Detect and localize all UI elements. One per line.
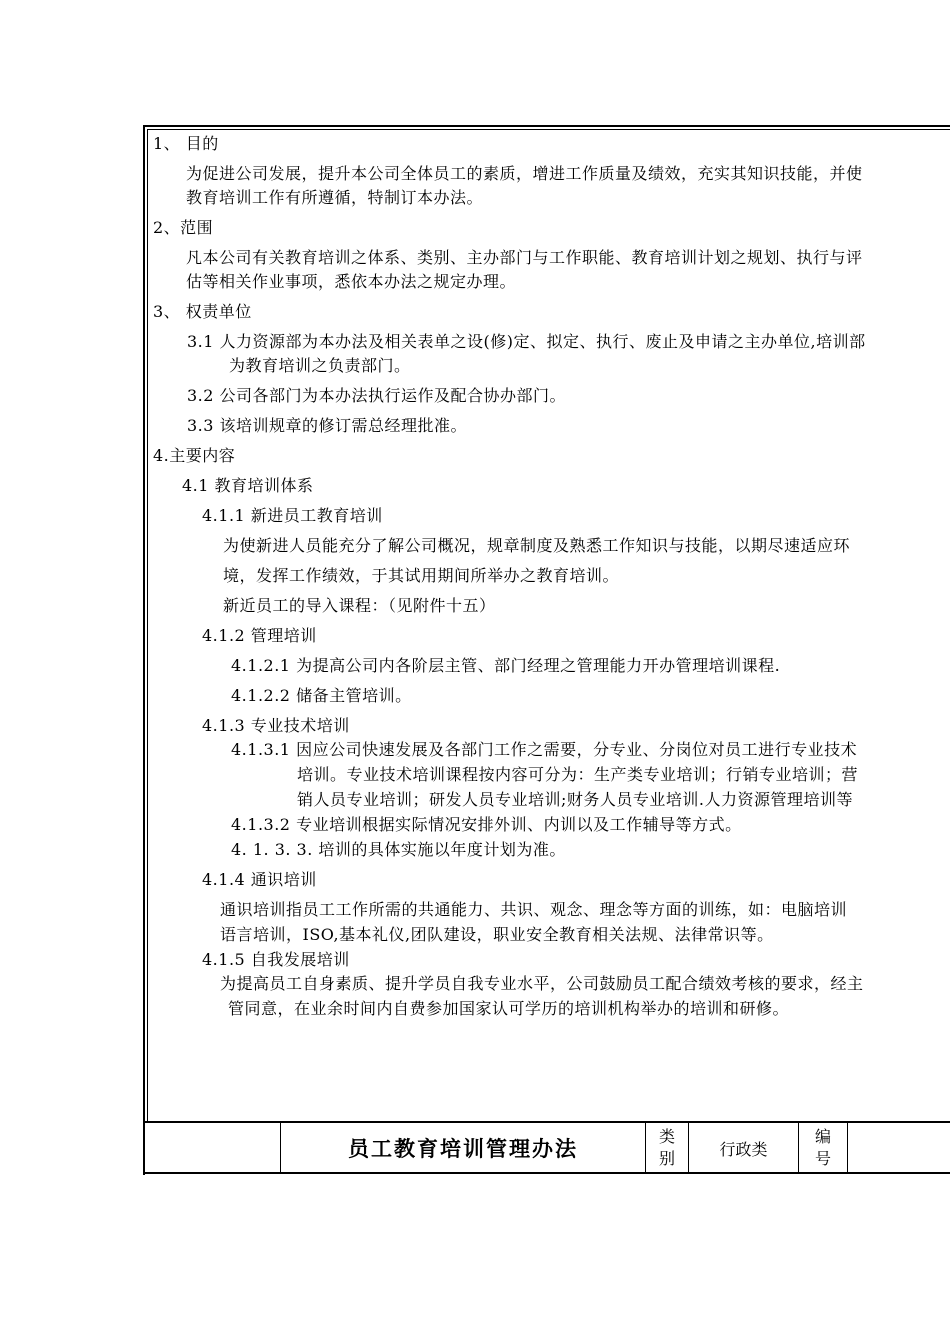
section-1-heading: 1、 目的 <box>153 134 219 153</box>
section-2-paragraph-line-2: 估等相关作业事项，悉依本办法之规定办理。 <box>186 272 517 291</box>
subsection-4-1-1-line-2: 境，发挥工作绩效，于其试用期间所举办之教育培训。 <box>223 566 620 585</box>
subsection-4-1-5-line-2: 管同意，在业余时间内自费参加国家认可学历的培训机构举办的培训和研修。 <box>228 999 790 1018</box>
subsection-4-1-5-heading: 4.1.5 自我发展培训 <box>202 950 350 969</box>
section-3-heading: 3、 权责单位 <box>153 302 252 321</box>
item-4-1-3-3: 4. 1. 3. 3. 培训的具体实施以年度计划为准。 <box>231 840 566 859</box>
number-label <box>799 1123 847 1173</box>
category-label-char-2: 别 <box>658 1149 675 1168</box>
item-4-1-2-1: 4.1.2.1 为提高公司内各阶层主管、部门经理之管理能力开办管理培训课程. <box>231 656 781 675</box>
item-3-1-line-1: 3.1 人力资源部为本办法及相关表单之设(修)定、拟定、执行、废止及申请之主办单位,培训部 <box>187 332 866 351</box>
number-label-char-1: 编 <box>814 1127 831 1146</box>
item-4-1-2-2: 4.1.2.2 储备主管培训。 <box>231 686 412 705</box>
subsection-4-1-heading: 4.1 教育培训体系 <box>182 476 314 495</box>
category-label-char-1: 类 <box>658 1127 675 1146</box>
subsection-4-1-2-heading: 4.1.2 管理培训 <box>202 626 317 645</box>
subsection-4-1-4-heading: 4.1.4 通识培训 <box>202 870 317 889</box>
subsection-4-1-4-line-1: 通识培训指员工工作所需的共通能力、共识、观念、理念等方面的训练，如：电脑培训 <box>220 900 848 919</box>
footer-divider <box>280 1123 281 1173</box>
item-3-1-line-2: 为教育培训之负责部门。 <box>229 356 411 375</box>
section-2-heading: 2、范围 <box>153 218 214 237</box>
subsection-4-1-4-line-2: 语言培训，ISO,基本礼仪,团队建设，职业安全教育相关法规、法律常识等。 <box>220 925 774 944</box>
item-4-1-3-1-line-1: 4.1.3.1 因应公司快速发展及各部门工作之需要，分专业、分岗位对员工进行专业技术 <box>231 740 858 759</box>
item-3-3: 3.3 该培训规章的修订需总经理批准。 <box>187 416 468 435</box>
item-3-2: 3.2 公司各部门为本办法执行运作及配合协办部门。 <box>187 386 567 405</box>
category-label <box>646 1123 688 1173</box>
frame-inner-top-rule <box>147 129 950 130</box>
number-value-cell <box>848 1123 950 1173</box>
number-label-char-2: 号 <box>814 1149 831 1168</box>
section-1-paragraph-line-2: 教育培训工作有所遵循，特制订本办法。 <box>186 188 484 207</box>
subsection-4-1-3-heading: 4.1.3 专业技术培训 <box>202 716 350 735</box>
item-4-1-3-1-line-2: 培训。专业技术培训课程按内容可分为：生产类专业培训；行销专业培训；营 <box>297 765 859 784</box>
subsection-4-1-1-line-3: 新近员工的导入课程：（见附件十五） <box>223 596 496 615</box>
section-4-heading: 4.主要内容 <box>153 446 236 465</box>
item-4-1-3-2: 4.1.3.2 专业培训根据实际情况安排外训、内训以及工作辅导等方式。 <box>231 815 742 834</box>
section-1-paragraph-line-1: 为促进公司发展，提升本公司全体员工的素质，增进工作质量及绩效，充实其知识技能，并使 <box>186 164 863 183</box>
subsection-4-1-5-line-1: 为提高员工自身素质、提升学员自我专业水平，公司鼓励员工配合绩效考核的要求，经主 <box>220 974 864 993</box>
frame-inner-left-rule <box>147 129 148 1122</box>
subsection-4-1-1-heading: 4.1.1 新进员工教育培训 <box>202 506 383 525</box>
document-title: 员工教育培训管理办法 <box>348 1136 578 1161</box>
section-2-paragraph-line-1: 凡本公司有关教育培训之体系、类别、主办部门与工作职能、教育培训计划之规划、执行与评 <box>186 248 863 267</box>
category-value: 行政类 <box>719 1139 768 1159</box>
subsection-4-1-1-line-1: 为使新进人员能充分了解公司概况，规章制度及熟悉工作知识与技能，以期尽速适应环 <box>223 536 851 555</box>
item-4-1-3-1-line-3: 销人员专业培训；研发人员专业培训;财务人员专业培训.人力资源管理培训等 <box>297 790 853 809</box>
